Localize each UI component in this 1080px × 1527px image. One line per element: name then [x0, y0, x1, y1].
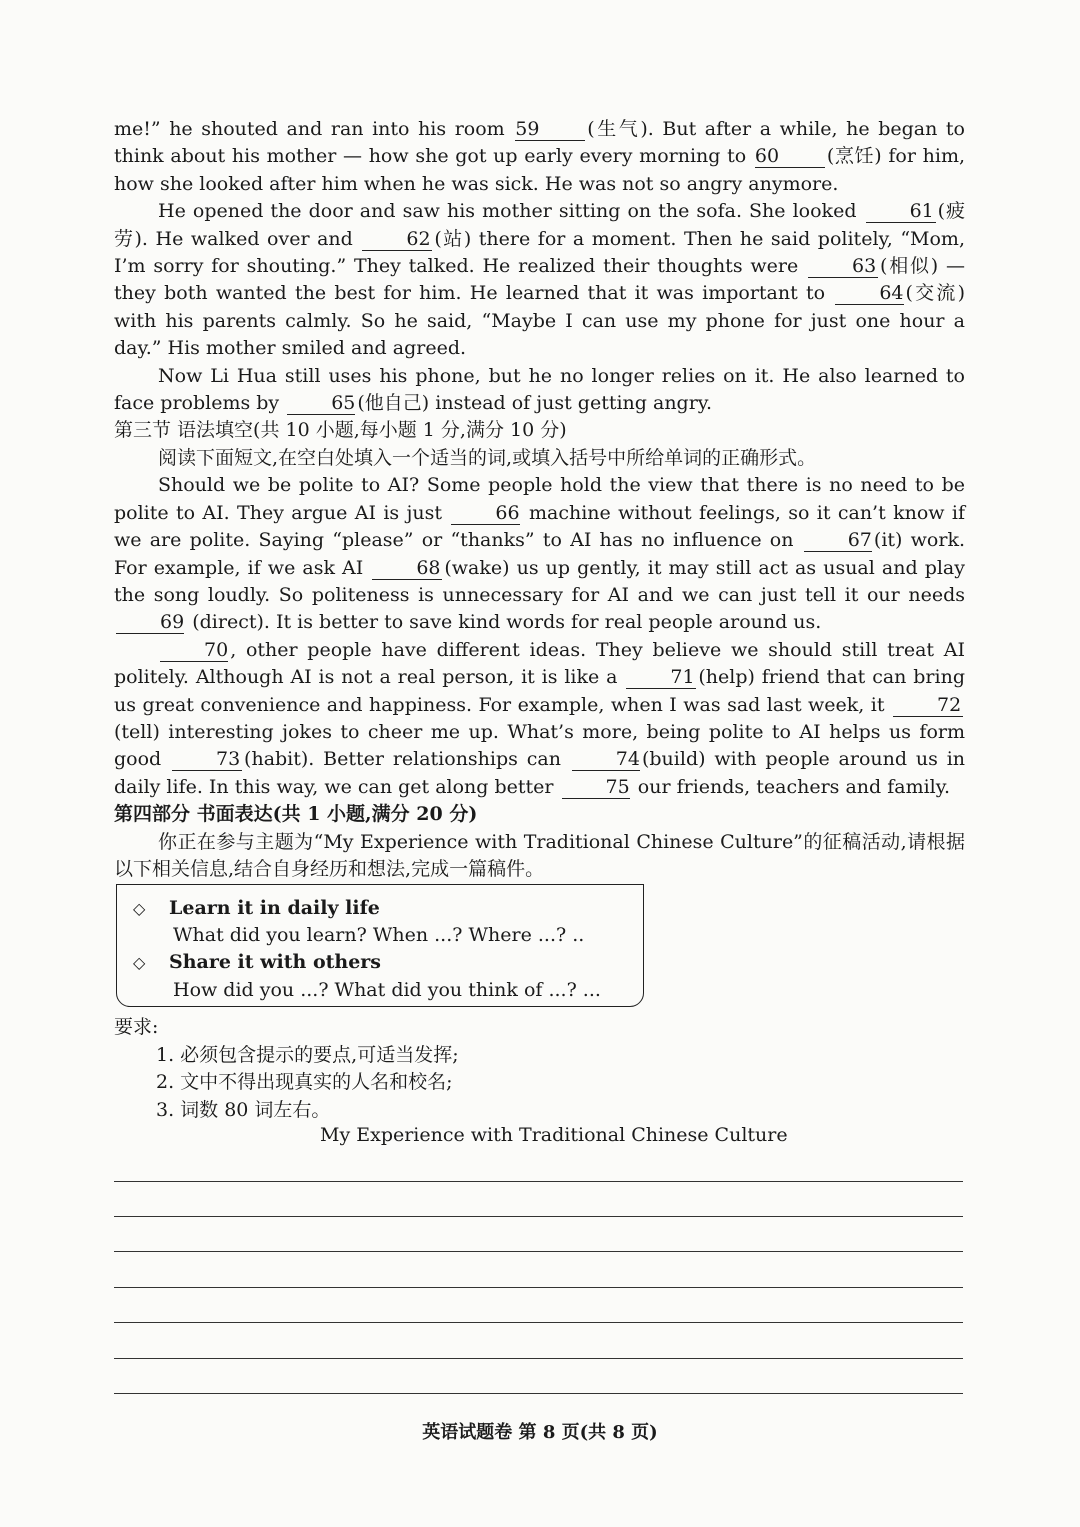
answer-blank-69[interactable]: 69: [116, 611, 184, 634]
answer-blank-74[interactable]: 74: [572, 748, 640, 771]
answer-blank-61[interactable]: 61: [866, 200, 936, 223]
page-footer: 英语试题卷 第 8 页(共 8 页): [422, 1422, 658, 1443]
writing-line[interactable]: [114, 1393, 963, 1394]
section-3-heading: 第三节 语法填空(共 10 小题,每小题 1 分,满分 10 分): [114, 419, 567, 442]
requirements-label: 要求:: [114, 1016, 159, 1038]
reading-paragraph-2: [114, 198, 965, 362]
essay-title: My Experience with Traditional Chinese Culture: [320, 1124, 788, 1146]
answer-blank-73[interactable]: 73: [172, 748, 242, 771]
text-run: Now Li Hua still uses his phone, but he no longer relies on it. He also learned to face problems by: [114, 364, 965, 415]
answer-blank-64[interactable]: 64: [835, 282, 903, 305]
part-4-instruction: 你正在参与主题为“My Experience with Traditional Chinese Culture”的征稿活动,请根据以下相关信息,结合自身经历和想法,完成一篇稿件。: [114, 830, 965, 880]
answer-blank-72[interactable]: 72: [893, 694, 963, 717]
answer-blank-62[interactable]: 62: [362, 228, 432, 251]
reading-paragraph-1: [114, 116, 965, 198]
text-run: He opened the door and saw his mother sitting on the sofa. She looked: [158, 200, 857, 223]
text-run: (wake) us up gently, it may still act as usual and play the song loudly. So politeness is unnecessary for AI and we can just tell it our needs: [114, 556, 965, 606]
prompt-heading-share: Share it with others: [169, 951, 382, 973]
answer-blank-59[interactable]: 59: [515, 118, 585, 141]
text-run: (tell) interesting jokes to cheer me up. What’s more, being polite to AI helps us form good: [114, 720, 965, 771]
text-run: (direct). It is better to save kind words for real people around us.: [192, 611, 822, 634]
writing-line[interactable]: [114, 1287, 963, 1288]
answer-blank-68[interactable]: 68: [372, 557, 442, 580]
answer-blank-67[interactable]: 67: [804, 529, 872, 552]
text-run: Should we be polite to AI? Some people hold the view that there is no need to be polite to AI. They argue AI is just: [114, 474, 965, 524]
writing-line[interactable]: [114, 1216, 963, 1217]
text-run: (站) there for a moment. Then he said politely, “Mom, I’m sorry for shouting.” They talked. He realized their thoughts were: [114, 227, 965, 278]
text-run: (build) with people around us in daily life. In this way, we can get along better: [114, 748, 966, 798]
requirement-item: 2. 文中不得出现真实的人名和校名;: [156, 1071, 453, 1093]
prompt-sub-share: How did you ...? What did you think of ...? ...: [173, 979, 601, 1001]
section-3-instruction: 阅读下面短文,在空白处填入一个适当的词,或填入括号中所给单词的正确形式。: [158, 446, 817, 469]
text-run: our friends, teachers and family.: [637, 775, 950, 798]
text-run: (相似) — they both wanted the best for him. He learned that it was important to: [114, 255, 965, 305]
text-run: (it) work. For example, if we ask AI: [114, 529, 966, 579]
text-run: (habit). Better relationships can: [244, 748, 561, 771]
text-run: (他自己) instead of just getting angry.: [357, 392, 713, 415]
answer-blank-66[interactable]: 66: [451, 502, 519, 525]
requirements: [114, 1014, 974, 1124]
writing-line[interactable]: [114, 1322, 963, 1323]
text-run: machine without feelings, so it can’t know if we are polite. Saying “please” or “thanks” to AI has no influence on: [114, 501, 966, 552]
text-run: me!” he shouted and ran into his room: [114, 118, 505, 140]
text-run: (help) friend that can bring us great convenience and happiness. For example, when I was sad last week, it: [114, 666, 965, 716]
prompt-heading-learn: Learn it in daily life: [169, 897, 380, 919]
answer-blank-65[interactable]: 65: [287, 392, 355, 415]
writing-line[interactable]: [114, 1358, 963, 1359]
prompt-sub-learn: What did you learn? When ...? Where ...? ..: [173, 924, 585, 946]
text-run: (疲劳). He walked over and: [114, 200, 965, 250]
passage-section: [114, 116, 965, 883]
answer-blank-60[interactable]: 60: [755, 145, 825, 168]
grammar-paragraph-1: [114, 472, 965, 636]
writing-line[interactable]: [114, 1251, 963, 1252]
diamond-icon: ◇: [133, 899, 146, 918]
text-run: (交流) with his parents calmly. So he said, “Maybe I can use my phone for just one hour a day.” His mother smiled and agreed.: [114, 282, 965, 360]
answer-blank-71[interactable]: 71: [626, 666, 696, 689]
part-4-heading: 第四部分 书面表达(共 1 小题,满分 20 分): [114, 803, 478, 826]
text-run: (烹饪) for him, how she looked after him when he was sick. He was not so angry anymore.: [114, 145, 966, 195]
writing-prompt-box: [116, 884, 644, 1007]
diamond-icon: ◇: [133, 953, 146, 972]
text-run: (生气). But after a while, he began to think about his mother — how she got up early every morning to: [114, 118, 965, 168]
answer-blank-63[interactable]: 63: [808, 255, 878, 278]
answer-blank-70[interactable]: 70: [160, 639, 228, 662]
answer-blank-75[interactable]: 75: [562, 776, 630, 799]
requirement-item: 1. 必须包含提示的要点,可适当发挥;: [156, 1043, 459, 1066]
text-run: , other people have different ideas. They believe we should still treat AI politely. Although AI is not a real person, it is like a: [114, 638, 965, 689]
reading-paragraph-3: [114, 363, 965, 418]
requirement-item: 3. 词数 80 词左右。: [156, 1098, 331, 1121]
grammar-paragraph-2: [114, 637, 965, 801]
writing-line[interactable]: [114, 1181, 963, 1182]
